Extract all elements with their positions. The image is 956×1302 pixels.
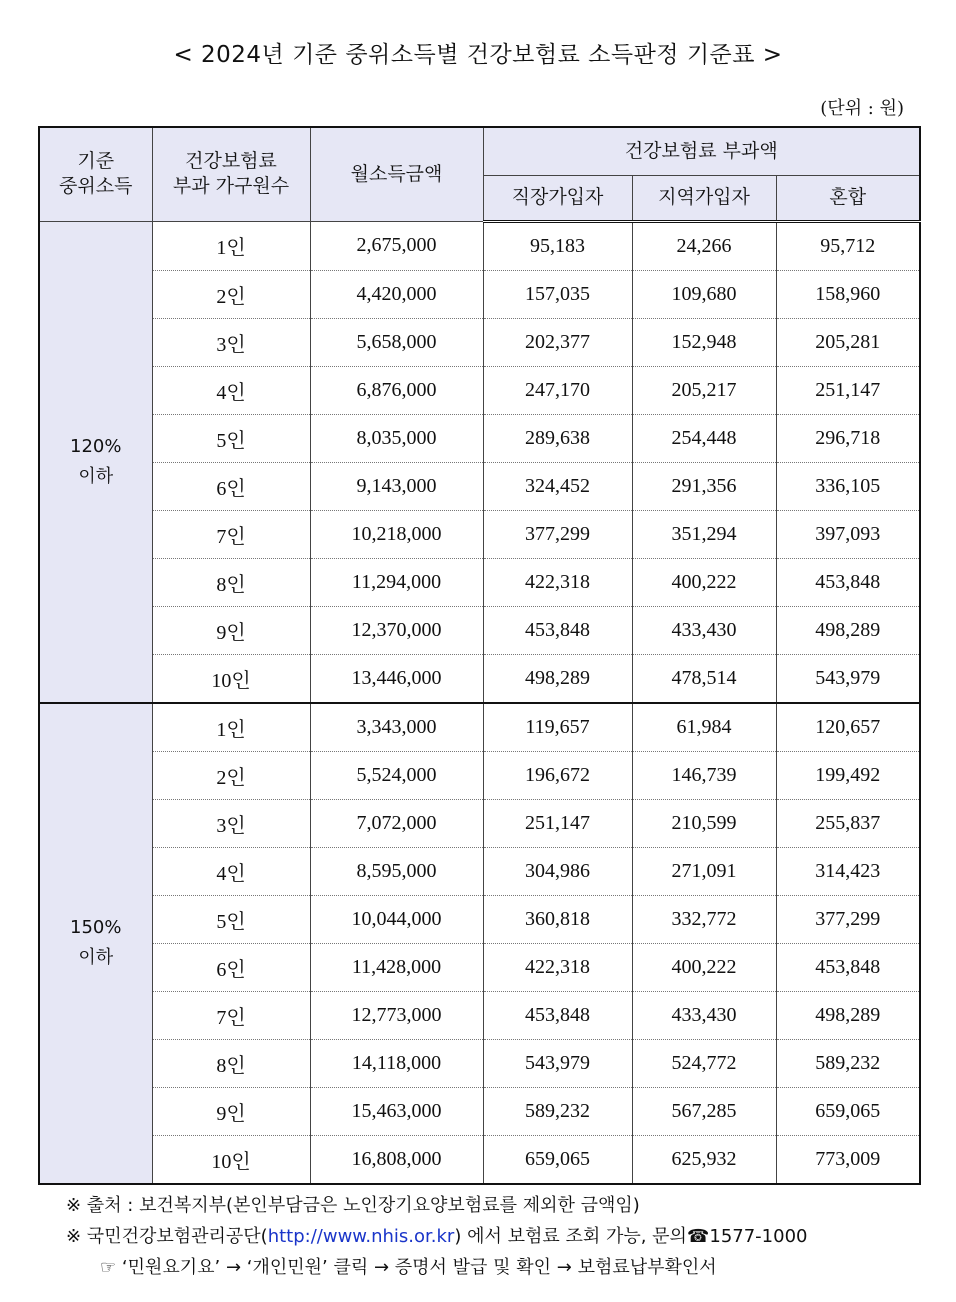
cell-employee: 360,818 — [483, 895, 632, 943]
cell-regional: 24,266 — [632, 221, 776, 270]
cell-members: 7인 — [152, 991, 310, 1039]
cell-regional: 271,091 — [632, 847, 776, 895]
header-mixed: 혼합 — [776, 175, 920, 221]
cell-members: 9인 — [152, 606, 310, 654]
group-150-percent — [39, 703, 920, 1184]
cell-members: 3인 — [152, 318, 310, 366]
cell-income: 10,044,000 — [310, 895, 483, 943]
cell-mixed: 205,281 — [776, 318, 920, 366]
cell-members: 6인 — [152, 943, 310, 991]
cell-employee: 251,147 — [483, 799, 632, 847]
header-household-members: 건강보험료 부과 가구원수 — [152, 127, 310, 221]
cell-regional: 567,285 — [632, 1087, 776, 1135]
cell-regional: 332,772 — [632, 895, 776, 943]
group-label: 120% 이하 — [39, 221, 152, 703]
cell-members: 7인 — [152, 510, 310, 558]
table-row — [39, 318, 920, 366]
table-row — [39, 221, 920, 270]
cell-income: 11,294,000 — [310, 558, 483, 606]
header-employee: 직장가입자 — [483, 175, 632, 221]
table-row — [39, 654, 920, 703]
cell-income: 14,118,000 — [310, 1039, 483, 1087]
cell-regional: 400,222 — [632, 558, 776, 606]
nhis-link[interactable]: http://www.nhis.or.kr — [267, 1226, 455, 1247]
table-row — [39, 847, 920, 895]
cell-mixed: 453,848 — [776, 943, 920, 991]
cell-mixed: 120,657 — [776, 703, 920, 752]
cell-income: 4,420,000 — [310, 270, 483, 318]
table-row — [39, 558, 920, 606]
cell-employee: 659,065 — [483, 1135, 632, 1184]
table-row — [39, 991, 920, 1039]
cell-members: 2인 — [152, 270, 310, 318]
cell-members: 8인 — [152, 1039, 310, 1087]
cell-income: 8,035,000 — [310, 414, 483, 462]
header-regional: 지역가입자 — [632, 175, 776, 221]
cell-employee: 422,318 — [483, 558, 632, 606]
cell-mixed: 589,232 — [776, 1039, 920, 1087]
footnotes — [66, 1190, 807, 1283]
table-row — [39, 895, 920, 943]
table-row — [39, 1135, 920, 1184]
cell-mixed: 498,289 — [776, 991, 920, 1039]
cell-employee: 543,979 — [483, 1039, 632, 1087]
cell-members: 10인 — [152, 1135, 310, 1184]
cell-mixed: 397,093 — [776, 510, 920, 558]
cell-mixed: 158,960 — [776, 270, 920, 318]
cell-mixed: 336,105 — [776, 462, 920, 510]
table-row — [39, 270, 920, 318]
cell-mixed: 659,065 — [776, 1087, 920, 1135]
cell-members: 10인 — [152, 654, 310, 703]
group-120-percent — [39, 221, 920, 703]
cell-mixed: 377,299 — [776, 895, 920, 943]
guide-note: ☞ ‘민원요기요’ → ‘개인민원’ 클릭 → 증명서 발급 및 확인 → 보험료납부확인서 — [100, 1257, 717, 1278]
cell-income: 16,808,000 — [310, 1135, 483, 1184]
cell-regional: 400,222 — [632, 943, 776, 991]
cell-mixed: 296,718 — [776, 414, 920, 462]
cell-mixed: 773,009 — [776, 1135, 920, 1184]
cell-members: 1인 — [152, 221, 310, 270]
cell-regional: 433,430 — [632, 991, 776, 1039]
table-row — [39, 366, 920, 414]
cell-members: 4인 — [152, 847, 310, 895]
cell-employee: 304,986 — [483, 847, 632, 895]
cell-employee: 589,232 — [483, 1087, 632, 1135]
cell-regional: 109,680 — [632, 270, 776, 318]
cell-employee: 422,318 — [483, 943, 632, 991]
table-row — [39, 943, 920, 991]
cell-mixed: 95,712 — [776, 221, 920, 270]
cell-income: 12,773,000 — [310, 991, 483, 1039]
cell-income: 12,370,000 — [310, 606, 483, 654]
header-premium: 건강보험료 부과액 — [483, 127, 920, 175]
cell-members: 6인 — [152, 462, 310, 510]
table-row — [39, 510, 920, 558]
cell-employee: 289,638 — [483, 414, 632, 462]
cell-members: 5인 — [152, 414, 310, 462]
cell-income: 2,675,000 — [310, 221, 483, 270]
cell-income: 13,446,000 — [310, 654, 483, 703]
cell-members: 4인 — [152, 366, 310, 414]
table-row — [39, 1087, 920, 1135]
cell-regional: 625,932 — [632, 1135, 776, 1184]
group-label: 150% 이하 — [39, 703, 152, 1184]
cell-mixed: 314,423 — [776, 847, 920, 895]
cell-regional: 152,948 — [632, 318, 776, 366]
cell-regional: 433,430 — [632, 606, 776, 654]
cell-members: 1인 — [152, 703, 310, 752]
table-row — [39, 799, 920, 847]
cell-income: 3,343,000 — [310, 703, 483, 752]
cell-mixed: 498,289 — [776, 606, 920, 654]
cell-mixed: 255,837 — [776, 799, 920, 847]
cell-employee: 247,170 — [483, 366, 632, 414]
cell-employee: 196,672 — [483, 751, 632, 799]
cell-income: 10,218,000 — [310, 510, 483, 558]
cell-income: 15,463,000 — [310, 1087, 483, 1135]
table-row — [39, 462, 920, 510]
cell-regional: 351,294 — [632, 510, 776, 558]
cell-employee: 202,377 — [483, 318, 632, 366]
cell-regional: 61,984 — [632, 703, 776, 752]
cell-regional: 478,514 — [632, 654, 776, 703]
cell-regional: 146,739 — [632, 751, 776, 799]
cell-members: 8인 — [152, 558, 310, 606]
table-row — [39, 1039, 920, 1087]
cell-members: 2인 — [152, 751, 310, 799]
cell-income: 5,658,000 — [310, 318, 483, 366]
nhis-note: ※ 국민건강보험관리공단(http://www.nhis.or.kr) 에서 보험료 조회 가능, 문의☎1577-1000 — [66, 1226, 808, 1247]
cell-mixed: 543,979 — [776, 654, 920, 703]
table-row — [39, 751, 920, 799]
cell-employee: 453,848 — [483, 606, 632, 654]
table-row — [39, 606, 920, 654]
table-row — [39, 703, 920, 752]
cell-regional: 210,599 — [632, 799, 776, 847]
cell-regional: 291,356 — [632, 462, 776, 510]
header-monthly-income: 월소득금액 — [310, 127, 483, 221]
cell-income: 7,072,000 — [310, 799, 483, 847]
cell-regional: 205,217 — [632, 366, 776, 414]
cell-employee: 453,848 — [483, 991, 632, 1039]
cell-members: 9인 — [152, 1087, 310, 1135]
cell-income: 6,876,000 — [310, 366, 483, 414]
unit-label: (단위 : 원) — [820, 98, 904, 119]
cell-mixed: 453,848 — [776, 558, 920, 606]
header-median-income: 기준 중위소득 — [39, 127, 152, 221]
cell-mixed: 251,147 — [776, 366, 920, 414]
cell-members: 3인 — [152, 799, 310, 847]
cell-employee: 157,035 — [483, 270, 632, 318]
cell-income: 9,143,000 — [310, 462, 483, 510]
page-title: < 2024년 기준 중위소득별 건강보험료 소득판정 기준표 > — [173, 42, 783, 68]
cell-employee: 324,452 — [483, 462, 632, 510]
cell-employee: 119,657 — [483, 703, 632, 752]
cell-income: 8,595,000 — [310, 847, 483, 895]
cell-income: 11,428,000 — [310, 943, 483, 991]
cell-mixed: 199,492 — [776, 751, 920, 799]
cell-income: 5,524,000 — [310, 751, 483, 799]
cell-members: 5인 — [152, 895, 310, 943]
premium-criteria-table — [38, 126, 921, 1185]
cell-employee: 377,299 — [483, 510, 632, 558]
source-note: ※ 출처 : 보건복지부(본인부담금은 노인장기요양보험료를 제외한 금액임) — [66, 1195, 640, 1216]
cell-regional: 254,448 — [632, 414, 776, 462]
cell-employee: 498,289 — [483, 654, 632, 703]
cell-regional: 524,772 — [632, 1039, 776, 1087]
cell-employee: 95,183 — [483, 221, 632, 270]
table-row — [39, 414, 920, 462]
